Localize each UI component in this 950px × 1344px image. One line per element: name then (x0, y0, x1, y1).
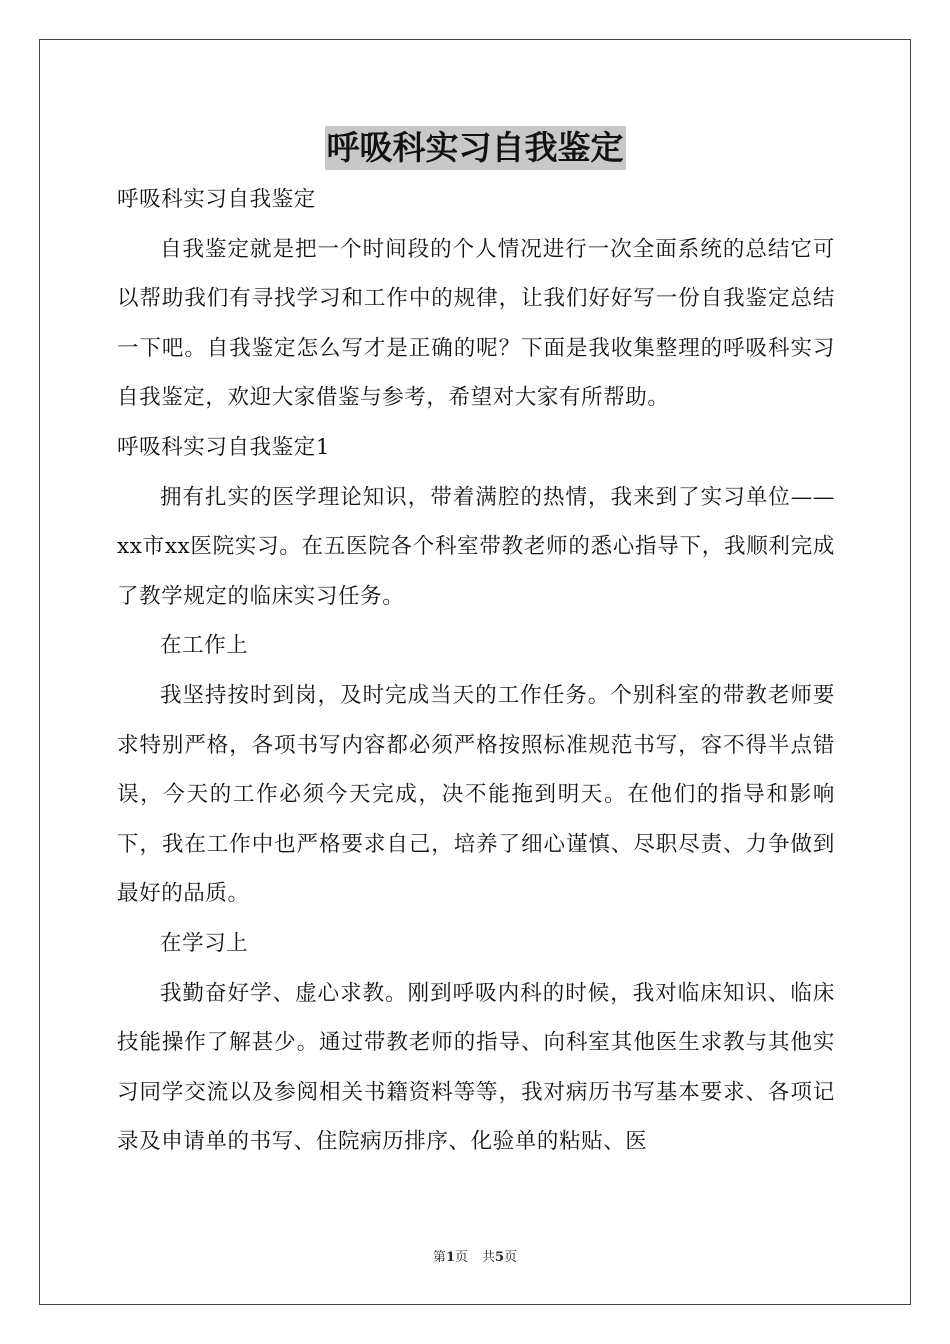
title-container (0, 126, 950, 170)
page-current: 1 (445, 1250, 455, 1265)
intro-paragraph: 自我鉴定就是把一个时间段的个人情况进行一次全面系统的总结它可以帮助我们有寻找学习和工作中的规律，让我们好好写一份自我鉴定总结一下吧。自我鉴定怎么写才是正确的呢？下面是我收集整理的呼吸科实习自我鉴定，欢迎大家借鉴与参考，希望对大家有所帮助。 (117, 236, 835, 411)
body-paragraph: 我坚持按时到岗，及时完成当天的工作任务。个别科室的带教老师要求特别严格，各项书写内容都必须严格按照标准规范书写，容不得半点错误，今天的工作必须今天完成，决不能拖到明天。在他们的指导和影响下，我在工作中也严格要求自己，培养了细心谨慎、尽职尽责、力争做到最好的品质。 (117, 682, 835, 907)
document-title: 呼吸科实习自我鉴定 (325, 126, 626, 170)
body-paragraph: 我勤奋好学、虚心求教。刚到呼吸内科的时候，我对临床知识、临床技能操作了解甚少。通过带教老师的指导、向科室其他医生求教与其他实习同学交流以及参阅相关书籍资料等等，我对病历书写基本要求、各项记录及申请单的书写、住院病历排序、化验单的粘贴、医 (117, 980, 835, 1155)
document-body (117, 175, 835, 1167)
body-paragraph: 拥有扎实的医学理论知识，带着满腔的热情，我来到了实习单位——xx市xx医院实习。在五医院各个科室带教老师的悉心指导下，我顺利完成了教学规定的临床实习任务。 (117, 484, 835, 609)
page-footer (0, 1246, 950, 1265)
subtitle-line: 呼吸科实习自我鉴定 (117, 187, 316, 212)
page-total: 5 (495, 1250, 505, 1265)
section-heading: 呼吸科实习自我鉴定1 (117, 434, 331, 460)
page-prefix: 第 (432, 1250, 446, 1265)
total-suffix: 页 (504, 1250, 518, 1265)
total-prefix: 共 (482, 1250, 496, 1265)
subheading-study: 在学习上 (160, 930, 249, 956)
subheading-work: 在工作上 (160, 633, 249, 659)
page-suffix: 页 (454, 1250, 468, 1265)
